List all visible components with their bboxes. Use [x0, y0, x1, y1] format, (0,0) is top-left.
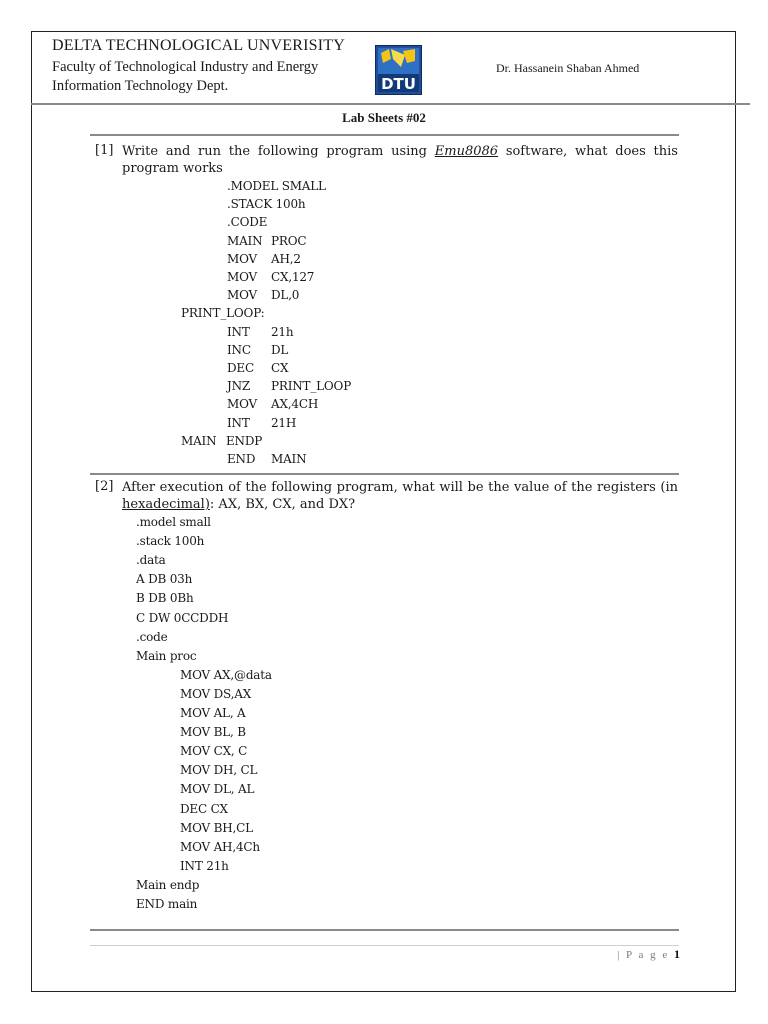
q1-code-arg: PRINT_LOOP: [271, 379, 352, 394]
q1-code-arg: CX,127: [271, 270, 315, 284]
q2-code-line-indented: MOV AX,@data: [180, 667, 272, 682]
q1-code-op: .MODEL SMALL: [227, 179, 326, 193]
q2-code-line-indented: MOV DH, CL: [180, 763, 258, 778]
q1-code-arg: MAIN: [271, 452, 307, 466]
q1-code-op: MOV: [227, 397, 257, 412]
q1-code-label: MAIN: [181, 433, 217, 448]
q2-code-line-indented: MOV DL, AL: [180, 782, 255, 797]
q2-code-line: .code: [136, 629, 168, 644]
software-name: Emu8086: [434, 144, 499, 159]
q2-number: [2]: [95, 479, 114, 494]
author-name: Dr. Hassanein Shaban Ahmed: [496, 61, 640, 75]
q2-code-line-indented: MOV BH,CL: [180, 820, 253, 835]
q1-code-op: DEC: [227, 361, 254, 375]
q1-code-op: .CODE: [227, 215, 268, 230]
q1-code-op: INC: [227, 342, 251, 357]
q2-code-line-indented: DEC CX: [180, 801, 228, 816]
dtu-logo: [375, 45, 422, 95]
department-name: Information Technology Dept.: [52, 78, 229, 94]
q2-text: After execution of the following program, what will be the value of the registers (in hexadecimal): AX, BX, CX, and DX?: [122, 480, 678, 512]
page-number: 1: [674, 947, 680, 961]
q2-code-line-indented: MOV CX, C: [180, 744, 248, 759]
rule-bottom: [90, 929, 679, 931]
q1-code-label: PRINT_LOOP:: [181, 306, 265, 321]
q1-code-arg: DL,0: [271, 288, 300, 303]
q2-code-line-indented: MOV AH,4Ch: [180, 839, 260, 854]
q1-code-arg: AH,2: [271, 251, 301, 266]
q1-code-op: MOV: [227, 288, 257, 303]
q2-code-line-indented: MOV BL, B: [180, 725, 246, 740]
q2-code-line: Main proc: [136, 648, 197, 663]
q1-code-arg: 21H: [271, 415, 297, 430]
rule-before-q1: [90, 134, 679, 136]
q1-code-op: MOV: [227, 251, 257, 266]
faculty-name: Faculty of Technological Industry and Energy: [52, 59, 319, 75]
header-rule: [31, 103, 750, 105]
q2-code-line: B DB 0Bh: [136, 591, 194, 606]
q2-code-line: .stack 100h: [136, 534, 205, 549]
q2-code-line-indented: MOV DS,AX: [180, 686, 252, 701]
q2-code-line-indented: INT 21h: [180, 858, 229, 873]
q2-code-line: C DW 0CCDDH: [136, 610, 229, 625]
footer-rule: [90, 945, 679, 946]
q2-code-line: END main: [136, 897, 198, 911]
university-name: DELTA TECHNOLOGICAL UNVERISITY: [52, 37, 345, 54]
q2-code-line-indented: MOV AL, A: [180, 706, 246, 720]
q1-code-op: INT: [227, 324, 250, 339]
q1-code-arg: 21h: [271, 324, 294, 339]
rule-before-q2: [90, 473, 679, 475]
page-footer: | P a g e 1: [617, 947, 680, 961]
q1-code-op: JNZ: [227, 379, 251, 394]
q1-code-arg: CX: [271, 361, 289, 375]
q1-code-op: .STACK 100h: [227, 197, 306, 212]
q1-number: [1]: [95, 143, 114, 158]
q1-code-op: END: [227, 452, 256, 466]
logo-text: DTU: [381, 75, 416, 93]
lab-title: Lab Sheets #02: [342, 110, 426, 125]
q2-code-line: Main endp: [136, 877, 200, 892]
q2-code-line: .model small: [136, 515, 211, 529]
q2-code-line: A DB 03h: [136, 572, 193, 587]
q1-code-arg: AX,4CH: [271, 397, 319, 412]
q1-code-arg: DL: [271, 342, 289, 357]
q1-text: Write and run the following program using Emu8086 software, what does this program works: [122, 144, 678, 176]
hexadecimal-emphasis: hexadecimal): [122, 497, 210, 512]
q1-code-op: INT: [227, 415, 250, 430]
q1-code-arg: PROC: [271, 233, 307, 248]
q1-code-op: MOV: [227, 270, 257, 284]
q1-code-op: ENDP: [226, 433, 263, 448]
q1-code-op: MAIN: [227, 233, 263, 248]
q2-code-line: .data: [136, 553, 166, 568]
